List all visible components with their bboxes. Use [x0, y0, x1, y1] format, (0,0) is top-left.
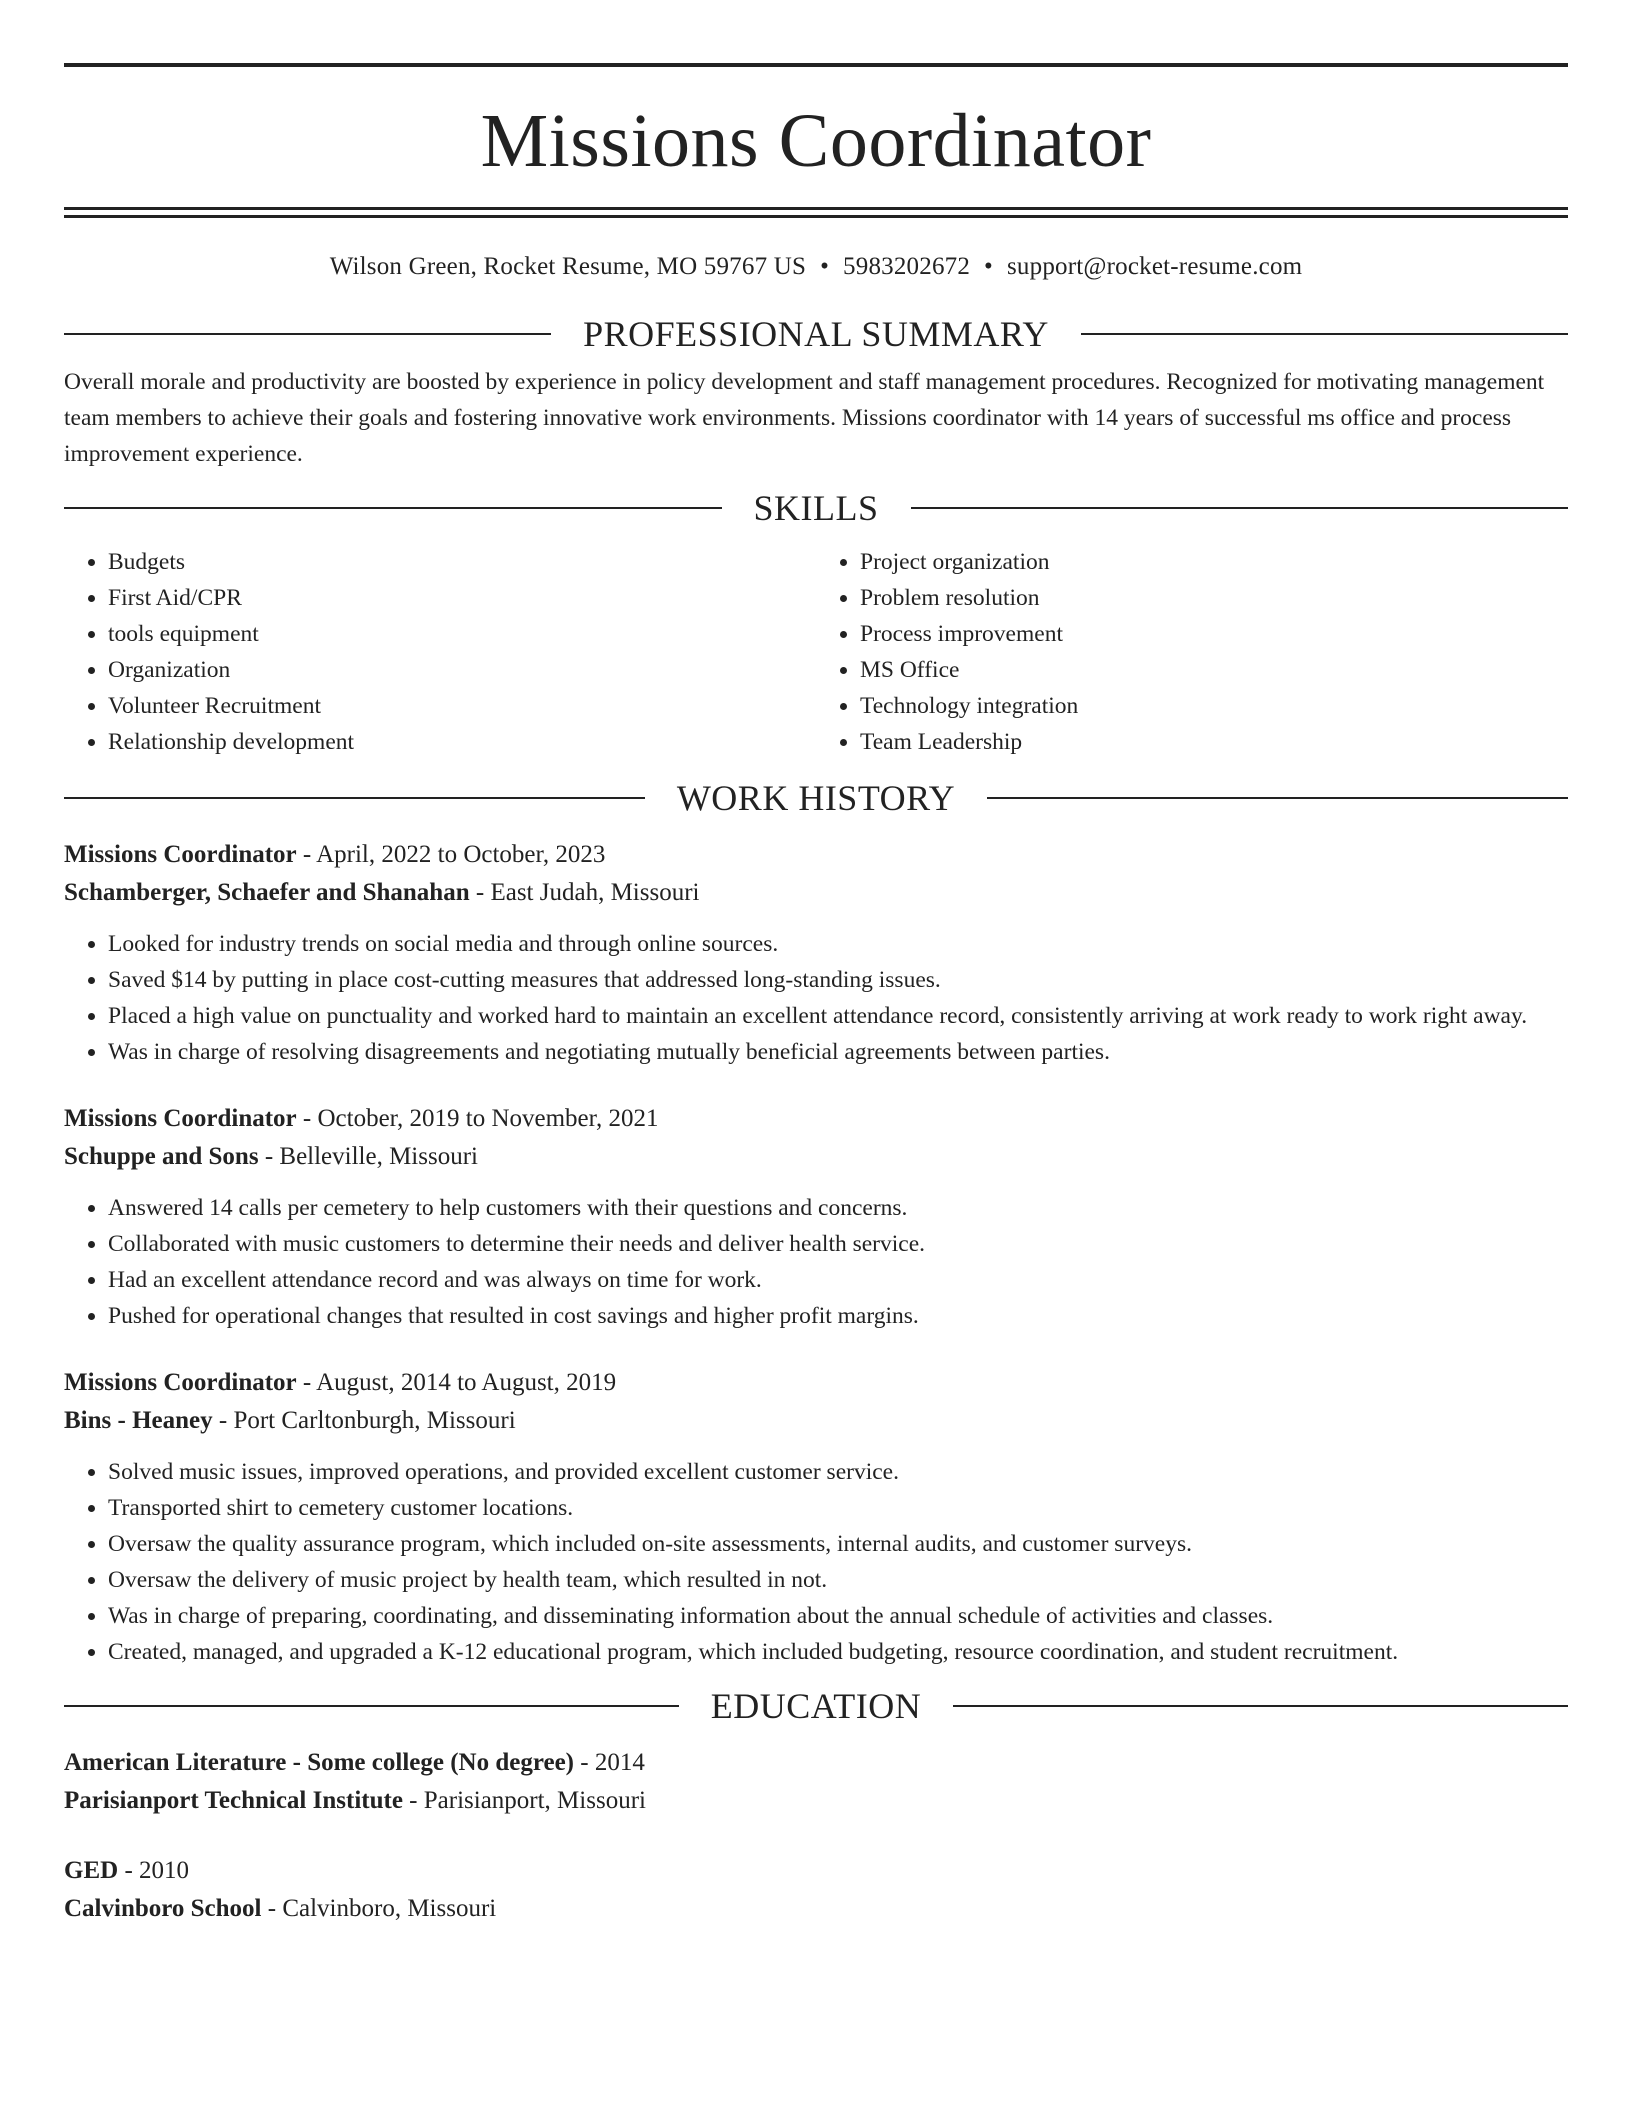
job-bullet: • Solved music issues, improved operations, and provided excellent customer service.: [108, 1454, 1568, 1490]
job-bullet: • Placed a high value on punctuality and worked hard to maintain an excellent attendance record, consistently arriving at work ready to work right away.: [108, 998, 1568, 1034]
skill-item: • tools equipment: [108, 616, 816, 652]
job-bullet: • Was in charge of resolving disagreements and negotiating mutually beneficial agreements between parties.: [108, 1034, 1568, 1070]
skill-item: • Problem resolution: [860, 580, 1568, 616]
skills-list: [64, 544, 1568, 760]
contact-separator: •: [820, 253, 830, 280]
top-rule: [64, 63, 1568, 67]
education-entry: [64, 1852, 1568, 1928]
section-title: WORK HISTORY: [676, 778, 956, 818]
skill-item: • Team Leadership: [860, 724, 1568, 760]
job-dates: - August, 2014 to August, 2019: [296, 1369, 617, 1396]
section-header-skills: [64, 488, 1568, 528]
job-bullet: • Was in charge of preparing, coordinating, and disseminating information about the annual schedule of activities and classes.: [108, 1598, 1568, 1634]
job-bullet: • Transported shirt to cemetery customer locations.: [108, 1490, 1568, 1526]
skill-item: • Relationship development: [108, 724, 816, 760]
skill-item: • Budgets: [108, 544, 816, 580]
job-title-line: [64, 836, 1568, 874]
education-degree-line: [64, 1852, 1568, 1890]
education-year: - 2014: [574, 1749, 645, 1776]
skill-item: • Project organization: [860, 544, 1568, 580]
section-title: SKILLS: [753, 488, 879, 528]
education-degree: GED: [64, 1857, 119, 1884]
job-title-line: [64, 1100, 1568, 1138]
resume-page: [64, 0, 1568, 1928]
education-year: - 2010: [118, 1857, 190, 1884]
education-location: - Parisianport, Missouri: [402, 1787, 646, 1814]
section-title: EDUCATION: [710, 1686, 922, 1726]
section-header-education: [64, 1686, 1568, 1726]
summary-text: Overall morale and productivity are boosted by experience in policy development and staff management procedures. Recognized for motivating management team members to achieve their goals and fostering innovative work environments. Missions coordinator with 14 years of successful ms office and process improvement experience.: [64, 369, 1545, 467]
education-entry: [64, 1744, 1568, 1820]
section-header-work: [64, 778, 1568, 818]
job-company-line: [64, 1138, 1568, 1176]
job-location: - Belleville, Missouri: [258, 1143, 478, 1170]
skill-item: • Technology integration: [860, 688, 1568, 724]
job-bullet: • Created, managed, and upgraded a K-12 educational program, which included budgeting, resource coordination, and student recruitment.: [108, 1634, 1568, 1670]
skill-item: • First Aid/CPR: [108, 580, 816, 616]
job-entry: [64, 836, 1568, 1070]
job-bullet: • Saved $14 by putting in place cost-cutting measures that addressed long-standing issues.: [108, 962, 1568, 998]
skills-column-left: [64, 544, 816, 760]
job-entry: [64, 1100, 1568, 1334]
job-bullets: [64, 1190, 1568, 1334]
contact-line: [64, 252, 1568, 282]
education-location: - Calvinboro, Missouri: [261, 1895, 497, 1922]
education-school: Parisianport Technical Institute: [64, 1787, 403, 1814]
education-degree-line: [64, 1744, 1568, 1782]
job-title: Missions Coordinator: [64, 1369, 297, 1396]
education-school-line: [64, 1890, 1568, 1928]
contact-address: Wilson Green, Rocket Resume, MO 59767 US: [329, 253, 807, 280]
job-company: Bins - Heaney: [64, 1407, 213, 1434]
title-double-rule: [64, 207, 1568, 218]
job-bullet: • Had an excellent attendance record and was always on time for work.: [108, 1262, 1568, 1298]
job-dates: - October, 2019 to November, 2021: [296, 1105, 659, 1132]
contact-email: support@rocket-resume.com: [1007, 253, 1303, 280]
job-title: Missions Coordinator: [64, 1105, 297, 1132]
section-header-summary: [64, 314, 1568, 354]
contact-phone: 5983202672: [843, 253, 971, 280]
job-location: - Port Carltonburgh, Missouri: [212, 1407, 516, 1434]
contact-separator: •: [984, 253, 993, 280]
job-bullet: • Collaborated with music customers to determine their needs and deliver health service.: [108, 1226, 1568, 1262]
skill-item: • Organization: [108, 652, 816, 688]
education-school-line: [64, 1782, 1568, 1820]
job-bullet: • Oversaw the delivery of music project by health team, which resulted in not.: [108, 1562, 1568, 1598]
job-bullets: [64, 1454, 1568, 1670]
job-bullets: [64, 926, 1568, 1070]
job-bullet: • Answered 14 calls per cemetery to help customers with their questions and concerns.: [108, 1190, 1568, 1226]
job-title-line: [64, 1364, 1568, 1402]
skill-item: • Process improvement: [860, 616, 1568, 652]
education-school: Calvinboro School: [64, 1895, 262, 1922]
job-company: Schuppe and Sons: [64, 1143, 259, 1170]
job-dates: - April, 2022 to October, 2023: [296, 841, 606, 868]
job-location: - East Judah, Missouri: [469, 879, 700, 906]
job-bullet: • Looked for industry trends on social media and through online sources.: [108, 926, 1568, 962]
job-company-line: [64, 1402, 1568, 1440]
skill-item: • MS Office: [860, 652, 1568, 688]
resume-title: Missions Coordinator: [480, 99, 1152, 183]
job-bullet: • Oversaw the quality assurance program, which included on-site assessments, internal audits, and customer surveys.: [108, 1526, 1568, 1562]
section-title: PROFESSIONAL SUMMARY: [583, 314, 1049, 354]
skills-column-right: [816, 544, 1568, 760]
skill-item: • Volunteer Recruitment: [108, 688, 816, 724]
job-company: Schamberger, Schaefer and Shanahan: [64, 879, 470, 906]
job-entry: [64, 1364, 1568, 1670]
job-title: Missions Coordinator: [64, 841, 297, 868]
education-degree: American Literature - Some college (No degree): [64, 1749, 574, 1776]
job-bullet: • Pushed for operational changes that resulted in cost savings and higher profit margins.: [108, 1298, 1568, 1334]
job-company-line: [64, 874, 1568, 912]
